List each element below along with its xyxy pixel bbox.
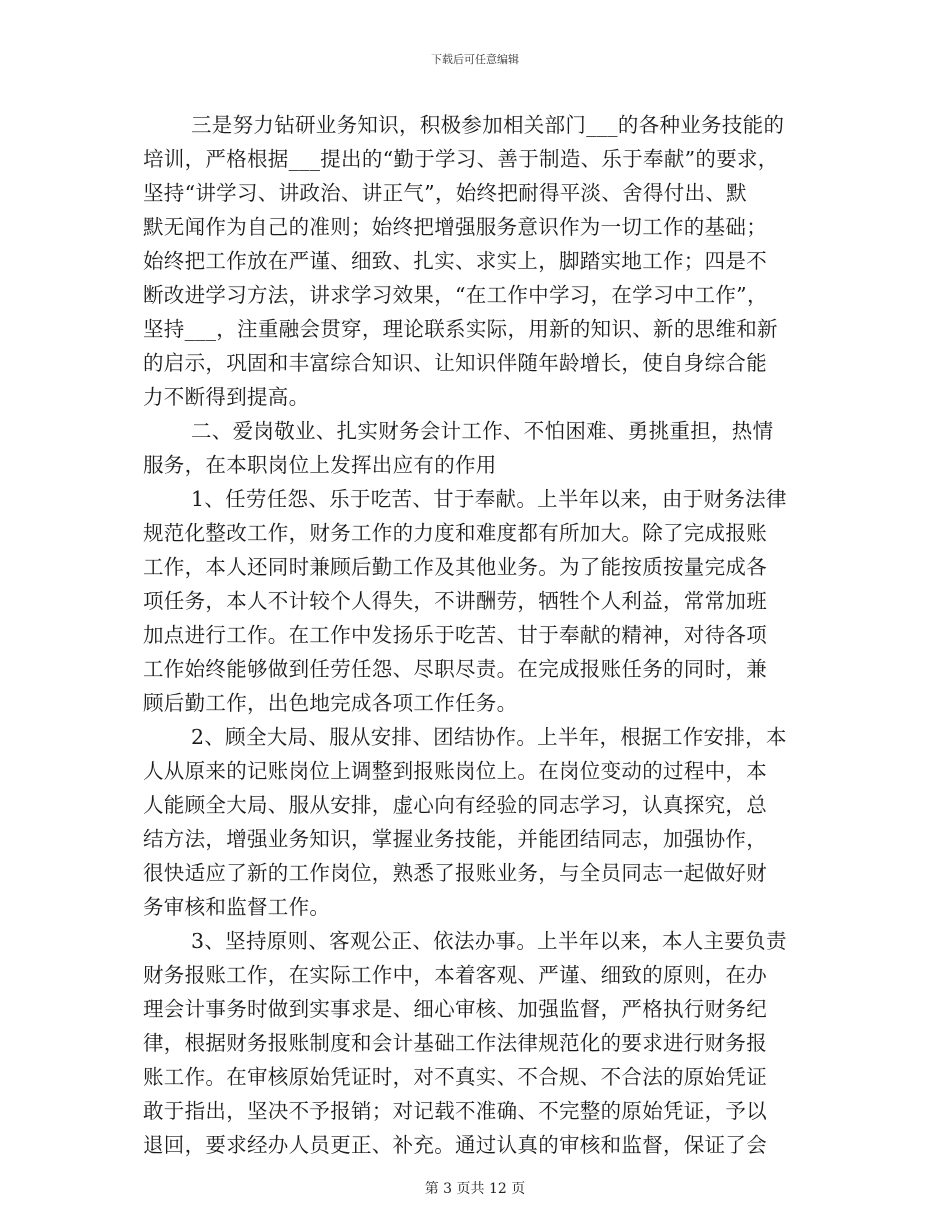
text-line: 律，根据财务报账制度和会计基础工作法律规范化的要求进行财务报 [143,1031,767,1055]
text-line: 务审核和监督工作。 [143,895,331,919]
text-line: 财务报账工作，在实际工作中，本着客观、严谨、细致的原则，在办 [143,963,767,987]
text-line: 人从原来的记账岗位上调整到报账岗位上。在岗位变动的过程中，本 [143,759,767,783]
text-line: 默无闻作为自己的准则；始终把增强服务意识作为一切工作的基础； [143,215,767,239]
text-line: 很快适应了新的工作岗位，熟悉了报账业务，与全员同志一起做好财 [143,861,767,885]
text-line: 工作始终能够做到任劳任怨、尽职尽责。在完成报账任务的同时，兼 [143,657,767,681]
text-line: 人能顾全大局、服从安排，虚心向有经验的同志学习，认真探究，总 [143,793,767,817]
text-line: 项任务，本人不计较个人得失，不讲酬劳，牺牲个人利益，常常加班 [143,589,767,613]
text-line: 断改进学习方法，讲求学习效果，“在工作中学习，在学习中工作”， [143,283,768,307]
text-line: 力不断得到提高。 [143,385,310,409]
text-line: 三是努力钻研业务知识，积极参加相关部门___的各种业务技能的 [191,113,785,137]
text-line: 始终把工作放在严谨、细致、扎实、求实上，脚踏实地工作；四是不 [143,249,767,273]
text-line: 敢于指出，坚决不予报销；对记载不准确、不完整的原始凭证，予以 [143,1099,767,1123]
text-line: 坚持___，注重融会贯穿，理论联系实际，用新的知识、新的思维和新 [143,317,778,341]
text-line: 3、坚持原则、客观公正、依法办事。上半年以来，本人主要负责 [191,929,787,953]
page-number: 第 3 页共 12 页 [424,1181,526,1197]
text-line: 坚持“讲学习、讲政治、讲正气”，始终把耐得平淡、舍得付出、默 [143,181,747,205]
text-line: 账工作。在审核原始凭证时，对不真实、不合规、不合法的原始凭证 [143,1065,767,1089]
document-body [143,108,823,1162]
text-line: 理会计事务时做到实事求是、细心审核、加强监督，严格执行财务纪 [143,997,767,1021]
text-line: 结方法，增强业务知识，掌握业务技能，并能团结同志，加强协作， [143,827,767,851]
text-line: 规范化整改工作，财务工作的力度和难度都有所加大。除了完成报账 [143,521,767,545]
text-line: 加点进行工作。在工作中发扬乐于吃苦、甘于奉献的精神，对待各项 [143,623,767,647]
text-line: 顾后勤工作，出色地完成各项工作任务。 [143,691,518,715]
text-line: 的启示，巩固和丰富综合知识、让知识伴随年龄增长，使自身综合能 [143,351,767,375]
text-line: 1、任劳任怨、乐于吃苦、甘于奉献。上半年以来，由于财务法律 [191,487,787,511]
page-header-note: 下载后可任意编辑 [431,53,519,66]
section-heading-line: 服务，在本职岗位上发挥出应有的作用 [143,453,497,477]
text-line: 退回，要求经办人员更正、补充。通过认真的审核和监督，保证了会 [143,1133,767,1157]
text-line: 2、顾全大局、服从安排、团结协作。上半年，根据工作安排，本 [191,725,787,749]
text-line: 培训，严格根据___提出的“勤于学习、善于制造、乐于奉献”的要求， [143,147,779,171]
section-heading-line: 二、爱岗敬业、扎实财务会计工作、不怕困难、勇挑重担，热情 [191,419,774,443]
text-line: 工作，本人还同时兼顾后勤工作及其他业务。为了能按质按量完成各 [143,555,767,579]
